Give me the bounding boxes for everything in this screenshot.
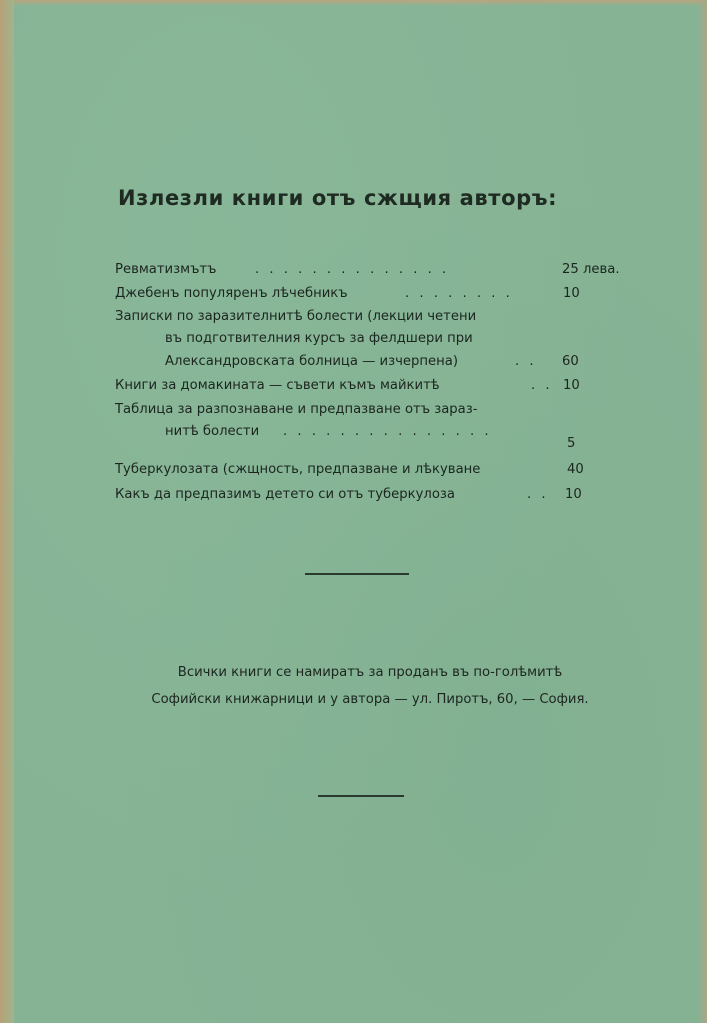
- book-title: Какъ да предпазимъ детето си отъ туберкулоза: [115, 487, 455, 502]
- leader-dots: . .: [515, 354, 537, 369]
- book-row: [115, 462, 635, 482]
- leader-dots: . . . . . . . . . . . . . .: [255, 262, 450, 277]
- cover-spine-edge: [0, 0, 14, 1023]
- book-title: Туберкулозата (сжщность, предпазване и лѣкуване: [115, 462, 481, 477]
- leader-dots: . . . . . . . .: [405, 286, 513, 301]
- book-price: 60: [562, 354, 579, 369]
- book-row: [115, 402, 635, 422]
- availability-note-line2: Софийски книжарници и у автора — ул. Пиротъ, 60, — София.: [151, 692, 589, 707]
- book-title: Джебенъ популяренъ лѣчебникъ: [115, 286, 348, 301]
- book-price: 5: [567, 436, 576, 451]
- leader-dots: . .: [527, 487, 549, 502]
- book-price: 40: [567, 462, 584, 477]
- book-price: 10: [565, 487, 582, 502]
- availability-note-line1: Всички книги се намиратъ за проданъ въ по-голѣмитѣ: [177, 665, 563, 680]
- leader-dots: . . . . . . . . . . . . . . .: [283, 424, 492, 439]
- cover-top-edge: [14, 0, 707, 6]
- divider-rule: [305, 573, 409, 575]
- book-price: 25 лева.: [562, 262, 620, 277]
- divider-rule: [318, 795, 404, 797]
- book-price: 10: [563, 286, 580, 301]
- book-title-continued: нитѣ болести: [165, 424, 260, 439]
- book-price: 10: [563, 378, 580, 393]
- book-row: [115, 309, 635, 329]
- leader-dots: . .: [531, 378, 553, 393]
- page-heading: Излезли книги отъ сжщия авторъ:: [118, 186, 558, 210]
- book-title: Таблица за разпознаване и предпазване отъ зараз-: [115, 402, 478, 417]
- book-title: Ревматизмътъ: [115, 262, 217, 277]
- book-row-end: [115, 424, 635, 451]
- book-title: Книги за домакината — съвети къмъ майкитѣ: [115, 378, 440, 393]
- book-title: Записки по заразителнитѣ болести (лекции четени: [115, 309, 477, 324]
- book-row: [115, 487, 635, 507]
- book-title-continued: въ подготвителния курсъ за фелдшери при: [165, 331, 473, 346]
- book-row: [115, 378, 635, 398]
- book-row: [115, 286, 635, 306]
- cover-right-edge: [697, 0, 707, 1023]
- book-row-end: [115, 354, 635, 374]
- book-row: [115, 262, 635, 282]
- book-title-continued: Александровската болница — изчерпена): [165, 354, 458, 369]
